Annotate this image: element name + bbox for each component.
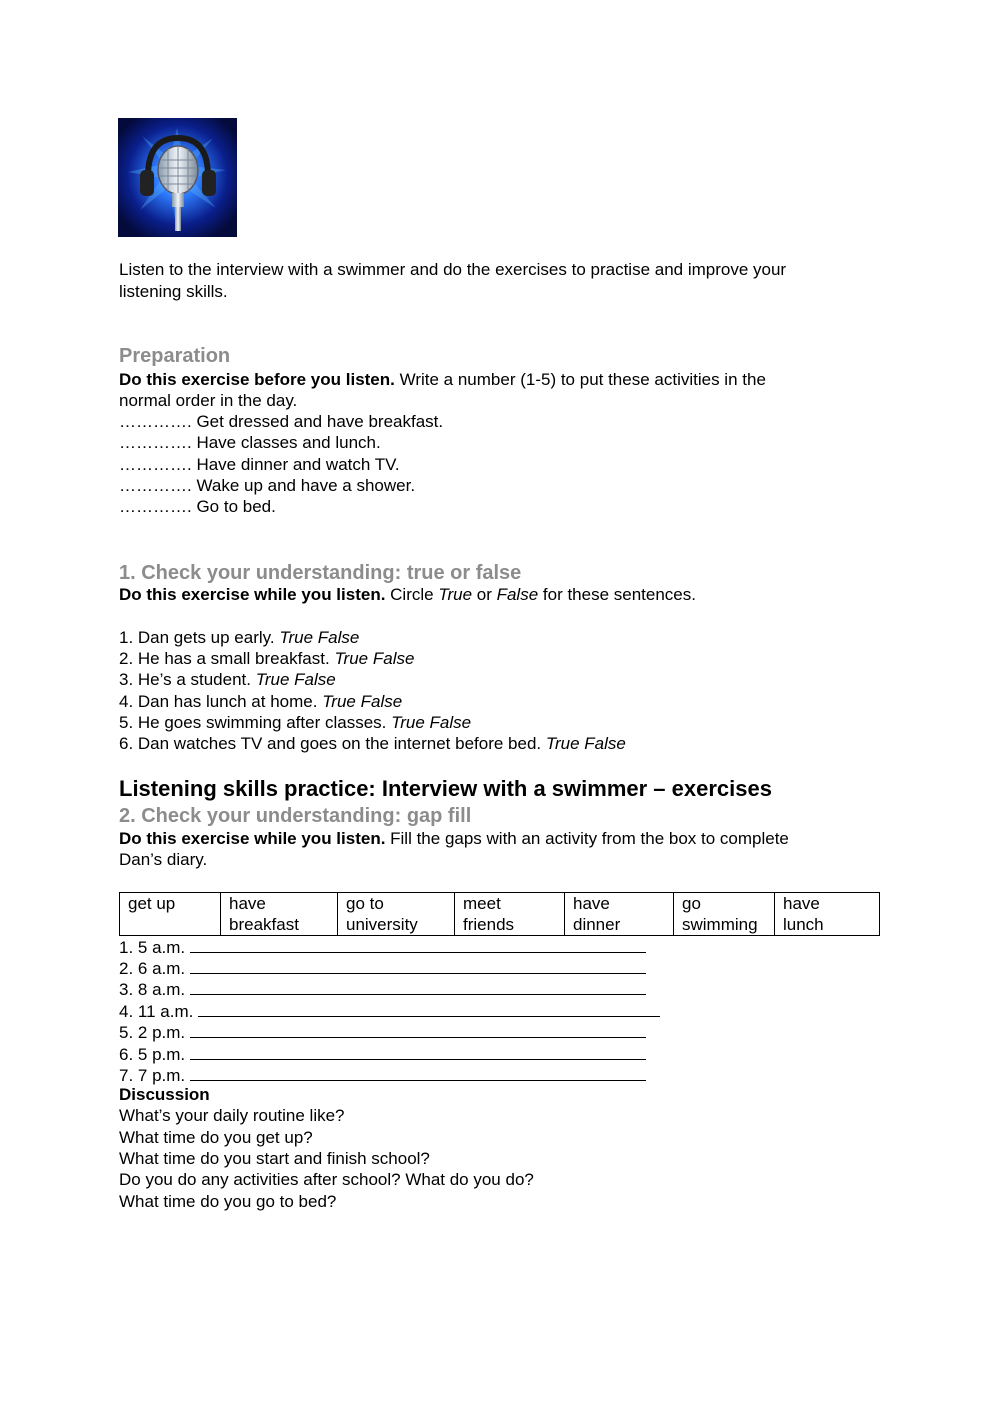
activity-cell-line: have [783,894,820,913]
activity-cell [674,893,775,936]
diary-gap-field[interactable] [190,1021,646,1038]
activity-cell-line: meet [463,894,501,913]
tf-item-text: 1. Dan gets up early. [119,628,280,647]
diary-time: 1. 5 a.m. [119,938,186,957]
diary-gap-field[interactable] [198,1000,660,1017]
tf-item [119,691,402,712]
discussion-question: Do you do any activities after school? What do you do? [119,1170,534,1189]
microphone-logo [118,118,237,237]
tf-instruction-false: False [496,585,539,604]
main-heading: Listening skills practice: Interview with a swimmer – exercises [119,776,772,801]
tf-item [119,712,471,733]
tf-instruction-text: Circle [385,585,439,604]
activity-box [119,892,880,936]
diary-row [119,1064,646,1086]
discussion-question: What time do you get up? [119,1128,313,1147]
tf-title: 1. Check your understanding: true or false [119,562,522,584]
diary-gap-field[interactable] [190,978,646,995]
preparation-instruction-bold: Do this exercise before you listen. [119,370,395,389]
activity-cell-line: breakfast [229,915,299,934]
preparation-instruction-line2: normal order in the day. [119,391,298,410]
activity-cell-line: go to [346,894,384,913]
tf-instruction [119,584,696,605]
tf-item-options[interactable]: True False [545,734,626,753]
tf-item-options[interactable]: True False [322,692,403,711]
diary-time: 7. 7 p.m. [119,1066,186,1085]
preparation-instruction [119,369,766,390]
microphone-headphones-icon [118,118,237,237]
tf-item-text: 6. Dan watches TV and goes on the internet before bed. [119,734,546,753]
diary-gap-field[interactable] [190,1043,646,1060]
tf-instruction-text: for these sentences. [538,585,696,604]
activity-cell-line: swimming [682,915,758,934]
tf-item-text: 3. He’s a student. [119,670,256,689]
activity-cell [565,893,674,936]
tf-item-options[interactable]: True False [334,649,415,668]
diary-time: 4. 11 a.m. [119,1002,194,1021]
activity-cell-line: university [346,915,418,934]
preparation-instruction-rest: Write a number (1-5) to put these activities in the [394,370,766,389]
activity-cell-line: have [229,894,266,913]
diary-time: 6. 5 p.m. [119,1045,186,1064]
gap-instruction-line2: Dan’s diary. [119,850,208,869]
tf-item-options[interactable]: True False [279,628,360,647]
tf-item-options[interactable]: True False [391,713,472,732]
diary-row [119,1021,646,1043]
activity-cell-line: lunch [783,915,824,934]
gap-title: 2. Check your understanding: gap fill [119,805,472,827]
diary-row [119,936,646,958]
diary-gap-field[interactable] [190,1064,646,1081]
tf-instruction-true: True [438,585,473,604]
diary-time: 3. 8 a.m. [119,980,186,999]
preparation-item: …………. Have dinner and watch TV. [119,455,400,474]
diary-gap-field[interactable] [190,936,646,953]
activity-cell [221,893,338,936]
preparation-item: …………. Wake up and have a shower. [119,476,416,495]
preparation-item: …………. Get dressed and have breakfast. [119,412,444,431]
diary-row [119,978,646,1000]
diary-row [119,1000,660,1022]
diary-time: 2. 6 a.m. [119,959,186,978]
diary-gap-field[interactable] [190,957,646,974]
preparation-item: …………. Have classes and lunch. [119,433,381,452]
activity-cell-line: have [573,894,610,913]
activity-cell [120,893,221,936]
activity-cell-line: friends [463,915,515,934]
discussion-question: What’s your daily routine like? [119,1106,345,1125]
discussion-question: What time do you go to bed? [119,1192,337,1211]
intro-line-2: listening skills. [119,282,228,301]
tf-item-text: 2. He has a small breakfast. [119,649,335,668]
tf-instruction-text: or [472,585,497,604]
tf-item [119,669,336,690]
gap-instruction-bold: Do this exercise while you listen. [119,829,386,848]
tf-item [119,627,359,648]
tf-item-text: 5. He goes swimming after classes. [119,713,392,732]
tf-item [119,733,626,754]
activity-cell [775,893,880,936]
intro-line-1: Listen to the interview with a swimmer and do the exercises to practise and improve your [119,260,787,279]
activity-cell [455,893,565,936]
preparation-item: …………. Go to bed. [119,497,276,516]
diary-time: 5. 2 p.m. [119,1023,186,1042]
activity-cell-line: get up [128,894,176,913]
activity-cell-line: go [682,894,701,913]
diary-row [119,957,646,979]
tf-item-text: 4. Dan has lunch at home. [119,692,323,711]
gap-instruction-rest: Fill the gaps with an activity from the box to complete [385,829,789,848]
discussion-title: Discussion [119,1085,210,1104]
activity-cell-line: dinner [573,915,621,934]
gap-instruction [119,828,789,849]
tf-item [119,648,414,669]
activity-cell [338,893,455,936]
preparation-title: Preparation [119,345,231,367]
diary-row [119,1043,646,1065]
tf-item-options[interactable]: True False [255,670,336,689]
tf-instruction-bold: Do this exercise while you listen. [119,585,386,604]
discussion-question: What time do you start and finish school? [119,1149,430,1168]
